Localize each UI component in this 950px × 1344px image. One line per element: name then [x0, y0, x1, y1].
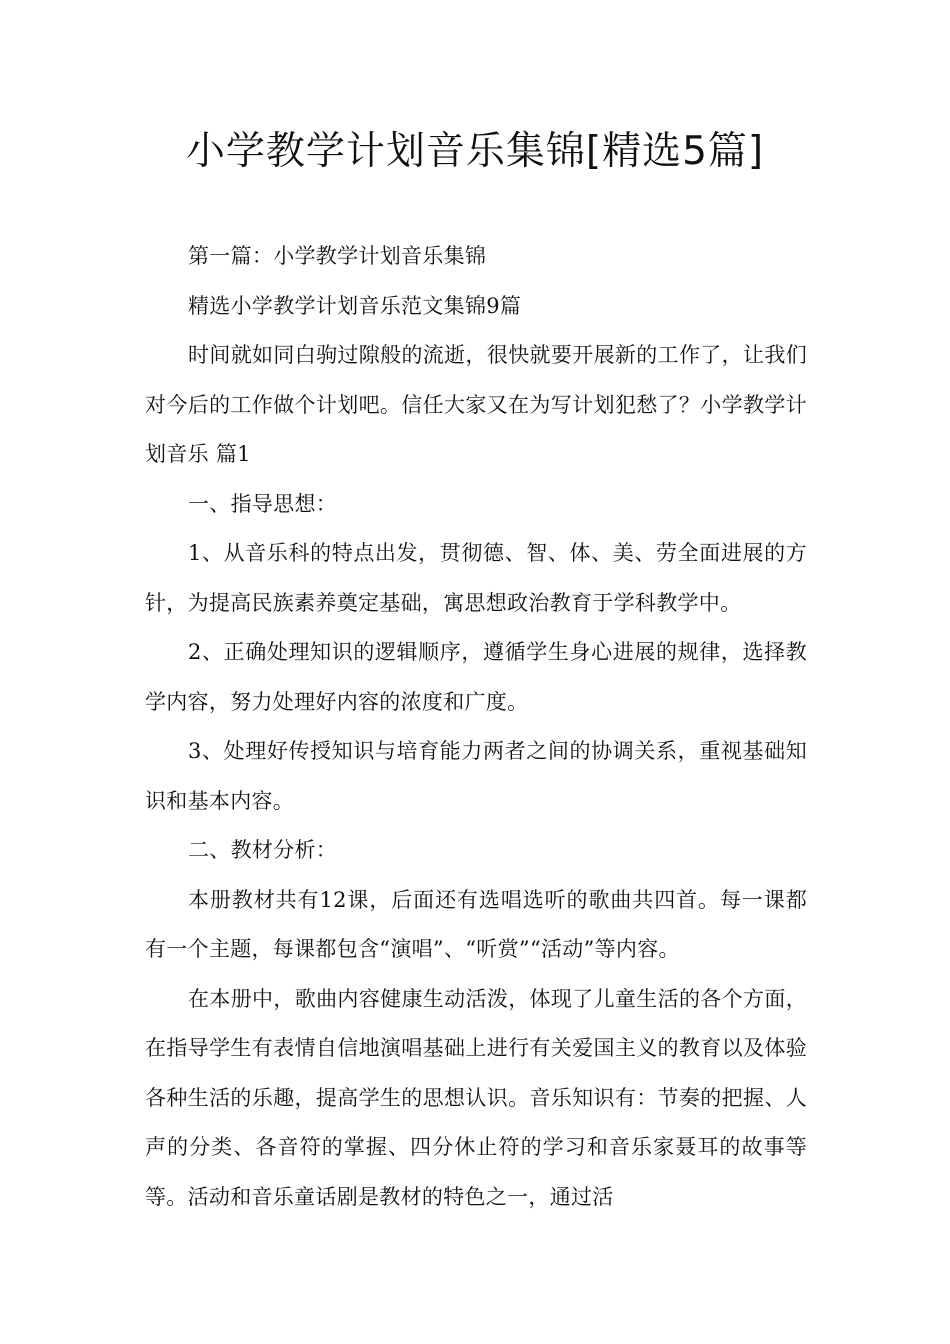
guiding-point-2: 2、正确处理知识的逻辑顺序，遵循学生身心进展的规律，选择教学内容，努力处理好内容的浓度和广度。 [145, 640, 807, 714]
section-heading-part1: 第一篇：小学教学计划音乐集锦 [188, 244, 487, 268]
document-title: 小学教学计划音乐集锦[精选5篇] [185, 129, 765, 174]
intro-paragraph: 时间就如同白驹过隙般的流逝，很快就要开展新的工作了，让我们对今后的工作做个计划吧。信任大家又在为写计划犯愁了？小学教学计划音乐 篇1 [145, 343, 807, 466]
document-body [145, 232, 807, 1222]
heading-textbook-analysis: 二、教材分析： [188, 838, 338, 862]
guiding-point-3: 3、处理好传授知识与培育能力两者之间的协调关系，重视基础知识和基本内容。 [145, 739, 807, 813]
textbook-paragraph-2: 在本册中，歌曲内容健康生动活泼，体现了儿童生活的各个方面，在指导学生有表情自信地演唱基础上进行有关爱国主义的教育以及体验各种生活的乐趣，提高学生的思想认识。音乐知识有：节奏的把握、人声的分类、各音符的掌握、四分休止符的学习和音乐家聂耳的故事等等。活动和音乐童话剧是教材的特色之一，通过活 [145, 986, 807, 1209]
guiding-point-1: 1、从音乐科的特点出发，贯彻德、智、体、美、劳全面进展的方针，为提高民族素养奠定基础，寓思想政治教育于学科教学中。 [145, 541, 807, 615]
subtitle-paragraph: 精选小学教学计划音乐范文集锦9篇 [188, 293, 522, 318]
heading-guiding-thought: 一、指导思想： [188, 491, 338, 516]
textbook-paragraph-1: 本册教材共有12课，后面还有选唱选听的歌曲共四首。每一课都有一个主题，每课都包含“演唱”、“听赏”“活动”等内容。 [145, 887, 807, 961]
